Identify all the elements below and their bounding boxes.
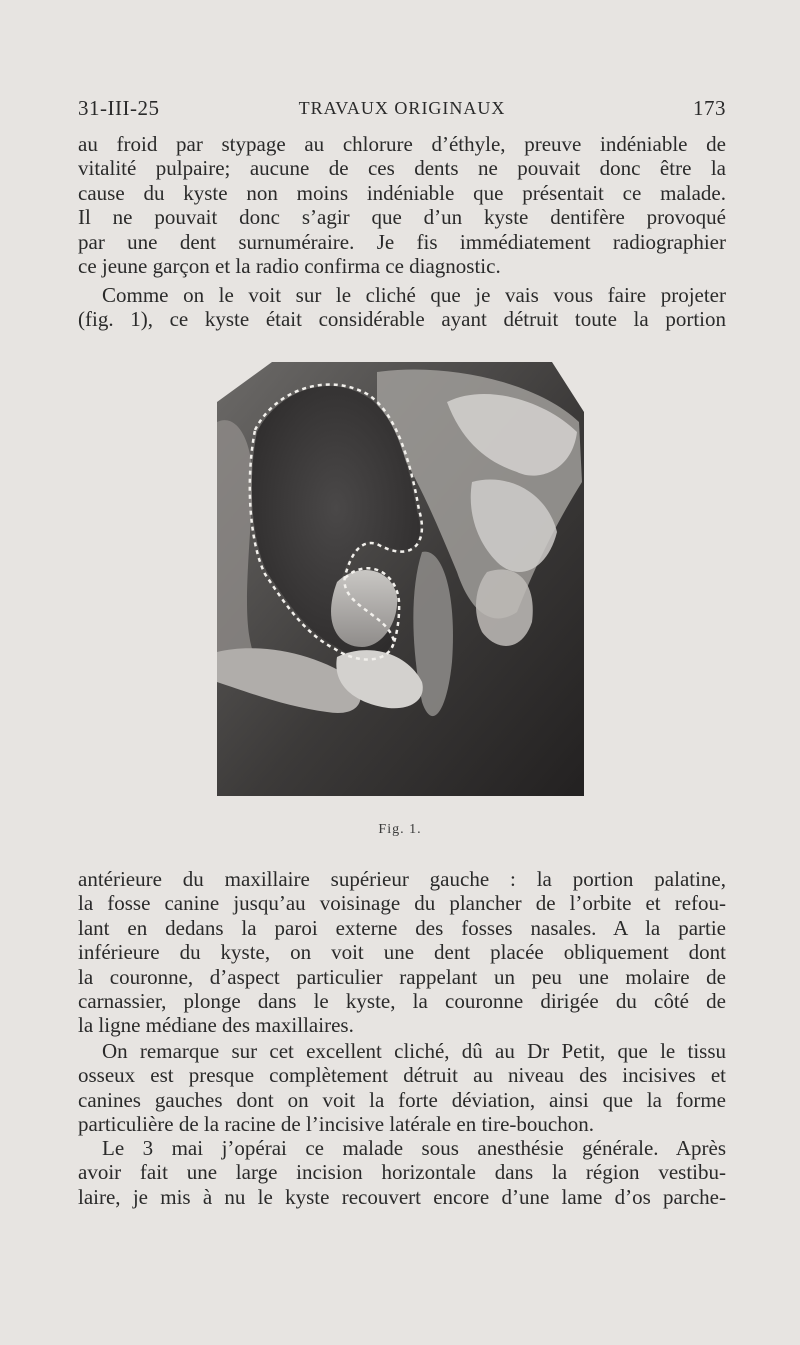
text-line: au froid par stypage au chlorure d’éthyle, preuve indéniable de <box>78 132 726 156</box>
running-header <box>78 96 726 124</box>
text-line: cause du kyste non moins indéniable que présentait ce malade. <box>78 180 726 205</box>
text-line: Il ne pouvait donc s’agir que d’un kyste dentifère provoqué <box>78 205 726 230</box>
text-line: osseux est presque complètement détruit au niveau des incisives et <box>78 1063 726 1088</box>
text-line: par une dent surnuméraire. Je fis immédiatement radiographier <box>78 229 726 254</box>
header-date: 31-III-25 <box>78 96 160 120</box>
text-line: vitalité pulpaire; aucune de ces dents ne pouvait donc être la <box>78 156 726 181</box>
text-line: lant en dedans la paroi externe des fosses nasales. A la partie <box>78 915 726 940</box>
page-number: 173 <box>693 96 726 120</box>
text-line: laire, je mis à nu le kyste recouvert encore d’une lame d’os parche- <box>78 1184 726 1209</box>
text-line: ce jeune garçon et la radio confirma ce diagnostic. <box>78 253 501 278</box>
header-section-title: TRAVAUX ORIGINAUX <box>298 98 506 118</box>
paragraph-4 <box>78 1039 726 1137</box>
paragraph-1 <box>78 132 726 278</box>
radiograph-figure <box>217 362 584 796</box>
text-line: On remarque sur cet excellent cliché, dû au Dr Petit, que le tissu <box>102 1039 726 1063</box>
text-line: particulière de la racine de l’incisive latérale en tire-bouchon. <box>78 1112 594 1137</box>
text-line: inférieure du kyste, on voit une dent placée obliquement dont <box>78 940 726 965</box>
text-line: la fosse canine jusqu’au voisinage du plancher de l’orbite et refou- <box>78 891 726 916</box>
text-line: canines gauches dont on voit la forte déviation, ainsi que la forme <box>78 1087 726 1112</box>
text-line: Comme on le voit sur le cliché que je vais vous faire projeter <box>102 283 726 307</box>
paragraph-3 <box>78 867 726 1038</box>
text-line: avoir fait une large incision horizontale dans la région vestibu- <box>78 1160 726 1185</box>
text-line: (fig. 1), ce kyste était considérable ayant détruit toute la portion <box>78 307 726 332</box>
paragraph-2 <box>78 283 726 332</box>
text-line: antérieure du maxillaire supérieur gauche : la portion palatine, <box>78 867 726 891</box>
radiograph-image <box>217 362 584 796</box>
text-line: carnassier, plonge dans le kyste, la couronne dirigée du côté de <box>78 988 726 1013</box>
figure-caption: Fig. 1. <box>378 822 422 837</box>
text-line: la couronne, d’aspect particulier rappelant un peu une molaire de <box>78 964 726 989</box>
text-line: la ligne médiane des maxillaires. <box>78 1013 354 1038</box>
paragraph-5 <box>78 1136 726 1209</box>
text-line: Le 3 mai j’opérai ce malade sous anesthésie générale. Après <box>102 1136 726 1160</box>
